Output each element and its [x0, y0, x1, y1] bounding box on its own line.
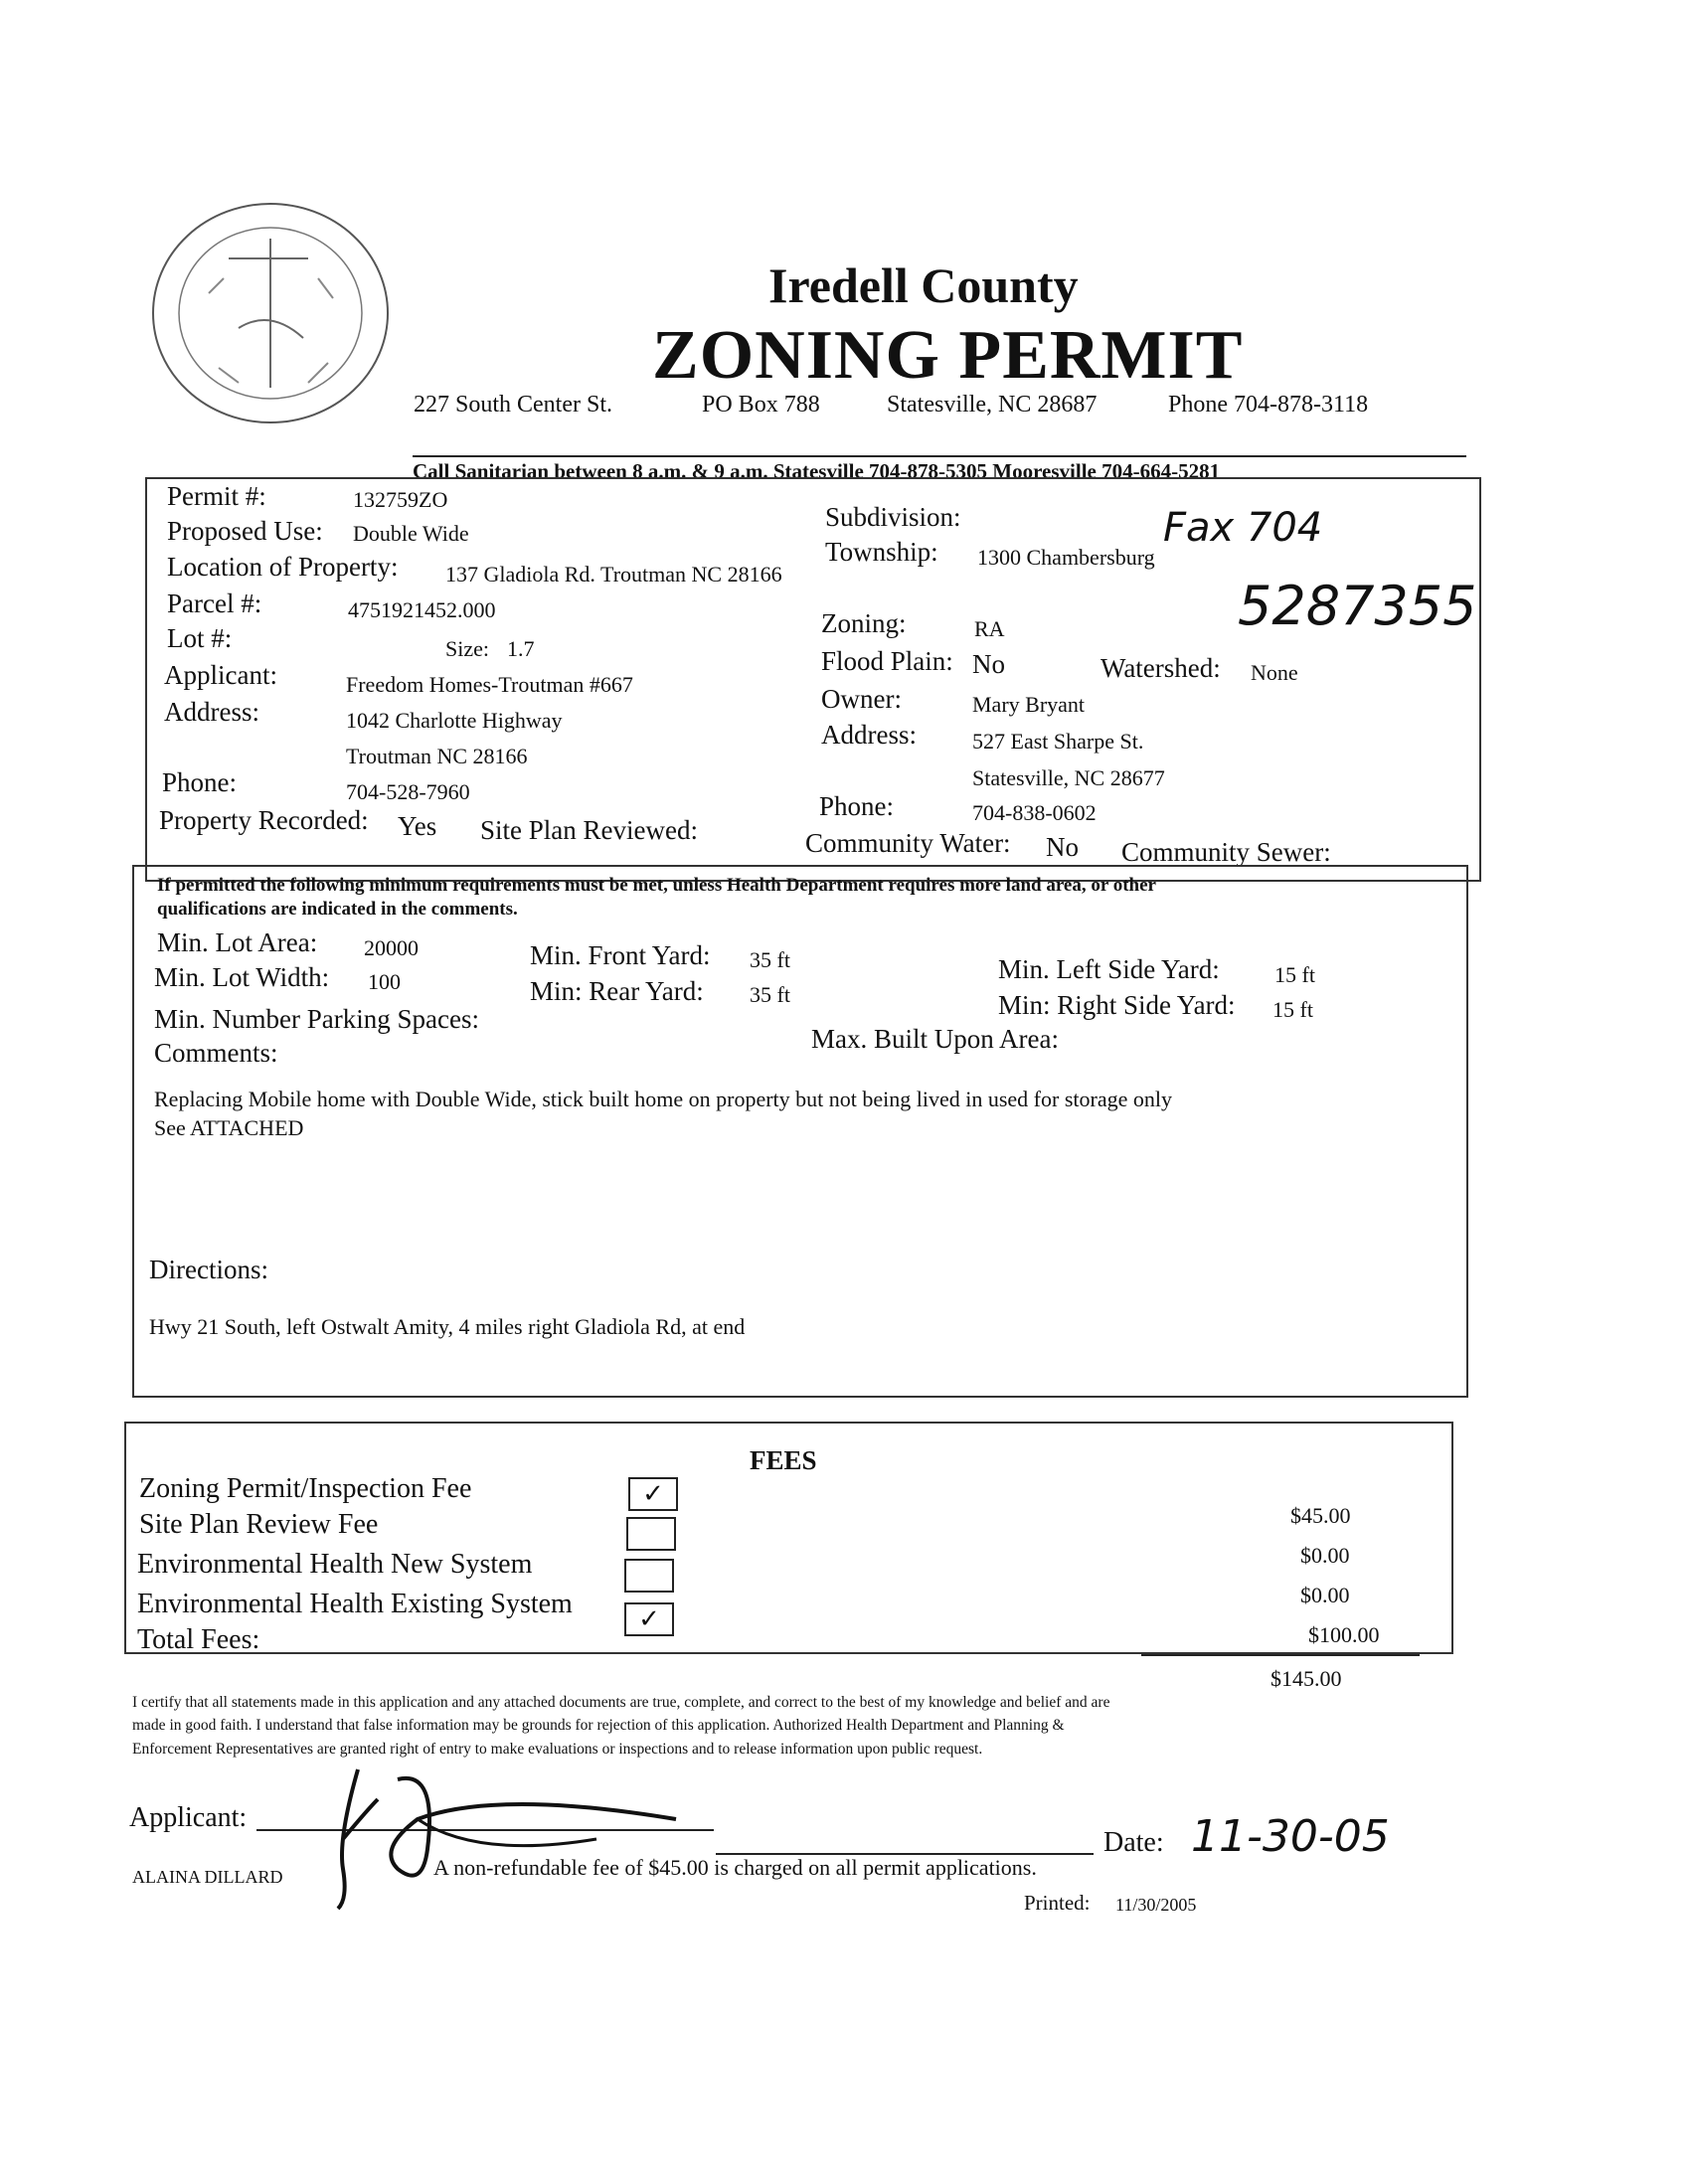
flood-plain-value: No [972, 649, 1005, 679]
office-phone: Phone 704-878-3118 [1168, 392, 1369, 418]
header-rule [413, 455, 1466, 457]
directions-value: Hwy 21 South, left Ostwalt Amity, 4 miles right Gladiola Rd, at end [149, 1314, 746, 1339]
lot-label: Lot #: [167, 623, 233, 653]
fee-env-health-existing-amount: $100.00 [1308, 1622, 1380, 1647]
min-rear-yard-value: 35 ft [750, 982, 790, 1007]
handwritten-fax-label: Fax 704 [1163, 505, 1323, 551]
fee-zoning-permit-amount: $45.00 [1290, 1503, 1351, 1528]
certification-line2: made in good faith. I understand that false information may be grounds for rejection of this application. Authorized Health Department and Planning & [132, 1717, 1065, 1734]
fee-site-plan-label: Site Plan Review Fee [139, 1509, 379, 1540]
zoning-label: Zoning: [821, 608, 907, 638]
comments-line1: Replacing Mobile home with Double Wide, stick built home on property but not being lived in used for storage only [154, 1087, 1172, 1111]
owner-address-label: Address: [821, 720, 917, 750]
city-state: Statesville, NC 28687 [887, 392, 1098, 418]
date-value: 11-30-05 [1191, 1811, 1390, 1862]
owner-address-line1: 527 East Sharpe St. [972, 729, 1144, 754]
applicant-phone-value: 704-528-7960 [346, 779, 470, 804]
fee-site-plan-amount: $0.00 [1300, 1543, 1350, 1568]
requirements-intro-line1: If permitted the following minimum requirements must be met, unless Health Department requires more land area, or other [157, 875, 1156, 896]
owner-address-line2: Statesville, NC 28677 [972, 765, 1165, 790]
applicant-address-label: Address: [164, 697, 259, 727]
fees-title: FEES [750, 1445, 817, 1475]
proposed-use-label: Proposed Use: [167, 516, 323, 546]
applicant-signature-label: Applicant: [129, 1802, 248, 1833]
fee-env-health-new-label: Environmental Health New System [137, 1549, 533, 1580]
date-label: Date: [1103, 1827, 1164, 1858]
applicant-label: Applicant: [164, 660, 277, 690]
min-parking-spaces-label: Min. Number Parking Spaces: [154, 1004, 479, 1034]
watershed-value: None [1251, 660, 1298, 685]
applicant-name: ALAINA DILLARD [132, 1867, 283, 1887]
max-built-upon-area-label: Max. Built Upon Area: [811, 1024, 1059, 1054]
community-water-label: Community Water: [805, 828, 1011, 858]
township-value: 1300 Chambersburg [977, 545, 1155, 570]
county-name: Iredell County [768, 257, 1079, 313]
directions-label: Directions: [149, 1255, 268, 1284]
total-rule [1141, 1654, 1420, 1656]
min-front-yard-label: Min. Front Yard: [530, 940, 711, 970]
min-front-yard-value: 35 ft [750, 947, 790, 972]
applicant-signature [298, 1750, 696, 1919]
subdivision-label: Subdivision: [825, 502, 961, 532]
size-label: Size: [445, 636, 489, 661]
owner-phone-label: Phone: [819, 791, 895, 821]
comments-line2: See ATTACHED [154, 1115, 304, 1140]
fee-env-health-existing-checkbox[interactable]: ✓ [624, 1602, 674, 1636]
fee-env-health-new-checkbox[interactable] [624, 1559, 674, 1593]
street-address: 227 South Center St. [414, 392, 613, 418]
sanitarian-call-line: Call Sanitarian between 8 a.m. & 9 a.m. Statesville 704-878-5305 Mooresville 704-664-5281 [413, 459, 1221, 483]
certification-line1: I certify that all statements made in this application and any attached documents are true, complete, and correct to the best of my knowledge and belief and are [132, 1694, 1110, 1711]
min-right-side-yard-value: 15 ft [1272, 997, 1313, 1022]
fee-env-health-new-amount: $0.00 [1300, 1583, 1350, 1607]
fee-site-plan-checkbox[interactable] [626, 1517, 676, 1551]
site-plan-reviewed-label: Site Plan Reviewed: [480, 815, 698, 845]
township-label: Township: [825, 537, 938, 567]
comments-label: Comments: [154, 1038, 278, 1068]
parcel-label: Parcel #: [167, 588, 262, 618]
flood-plain-label: Flood Plain: [821, 646, 953, 676]
min-lot-area-label: Min. Lot Area: [157, 927, 318, 957]
applicant-address-line1: 1042 Charlotte Highway [346, 708, 563, 733]
community-water-value: No [1046, 832, 1079, 862]
property-recorded-label: Property Recorded: [159, 805, 369, 835]
requirements-intro-line2: qualifications are indicated in the comments. [157, 899, 518, 920]
size-value: 1.7 [507, 636, 535, 661]
min-lot-area-value: 20000 [364, 935, 419, 960]
parcel-value: 4751921452.000 [348, 597, 496, 622]
watershed-label: Watershed: [1101, 653, 1221, 683]
total-fees-label: Total Fees: [137, 1624, 260, 1655]
location-value: 137 Gladiola Rd. Troutman NC 28166 [445, 562, 782, 587]
applicant-address-line2: Troutman NC 28166 [346, 744, 528, 768]
applicant-value: Freedom Homes-Troutman #667 [346, 672, 633, 697]
min-rear-yard-label: Min: Rear Yard: [530, 976, 704, 1006]
min-lot-width-label: Min. Lot Width: [154, 962, 330, 992]
total-fees-value: $145.00 [1270, 1666, 1342, 1691]
location-label: Location of Property: [167, 552, 399, 582]
fee-env-health-existing-label: Environmental Health Existing System [137, 1589, 573, 1619]
permit-number-value: 132759ZO [353, 487, 448, 512]
community-sewer-label: Community Sewer: [1121, 837, 1331, 867]
fee-zoning-permit-label: Zoning Permit/Inspection Fee [139, 1473, 472, 1504]
page-title: ZONING PERMIT [652, 317, 1244, 394]
proposed-use-value: Double Wide [353, 521, 469, 546]
county-seal [149, 199, 393, 427]
owner-value: Mary Bryant [972, 692, 1086, 717]
min-lot-width-value: 100 [368, 969, 401, 994]
min-left-side-yard-value: 15 ft [1274, 962, 1315, 987]
printed-label: Printed: [1024, 1891, 1091, 1915]
po-box: PO Box 788 [702, 392, 820, 418]
zoning-value: RA [974, 616, 1005, 641]
certification-line3: Enforcement Representatives are granted right of entry to make evaluations or inspections and to release information upon public request. [132, 1741, 983, 1758]
non-refundable-fee-note: A non-refundable fee of $45.00 is charged on all permit applications. [433, 1855, 1037, 1880]
printed-date: 11/30/2005 [1115, 1895, 1197, 1915]
min-left-side-yard-label: Min. Left Side Yard: [998, 954, 1220, 984]
permit-number-label: Permit #: [167, 481, 266, 511]
handwritten-fax-number: 5287355 [1238, 575, 1477, 637]
owner-phone-value: 704-838-0602 [972, 800, 1097, 825]
fee-zoning-permit-checkbox[interactable]: ✓ [628, 1477, 678, 1511]
owner-label: Owner: [821, 684, 902, 714]
property-recorded-value: Yes [398, 811, 437, 841]
applicant-phone-label: Phone: [162, 767, 238, 797]
min-right-side-yard-label: Min: Right Side Yard: [998, 990, 1236, 1020]
